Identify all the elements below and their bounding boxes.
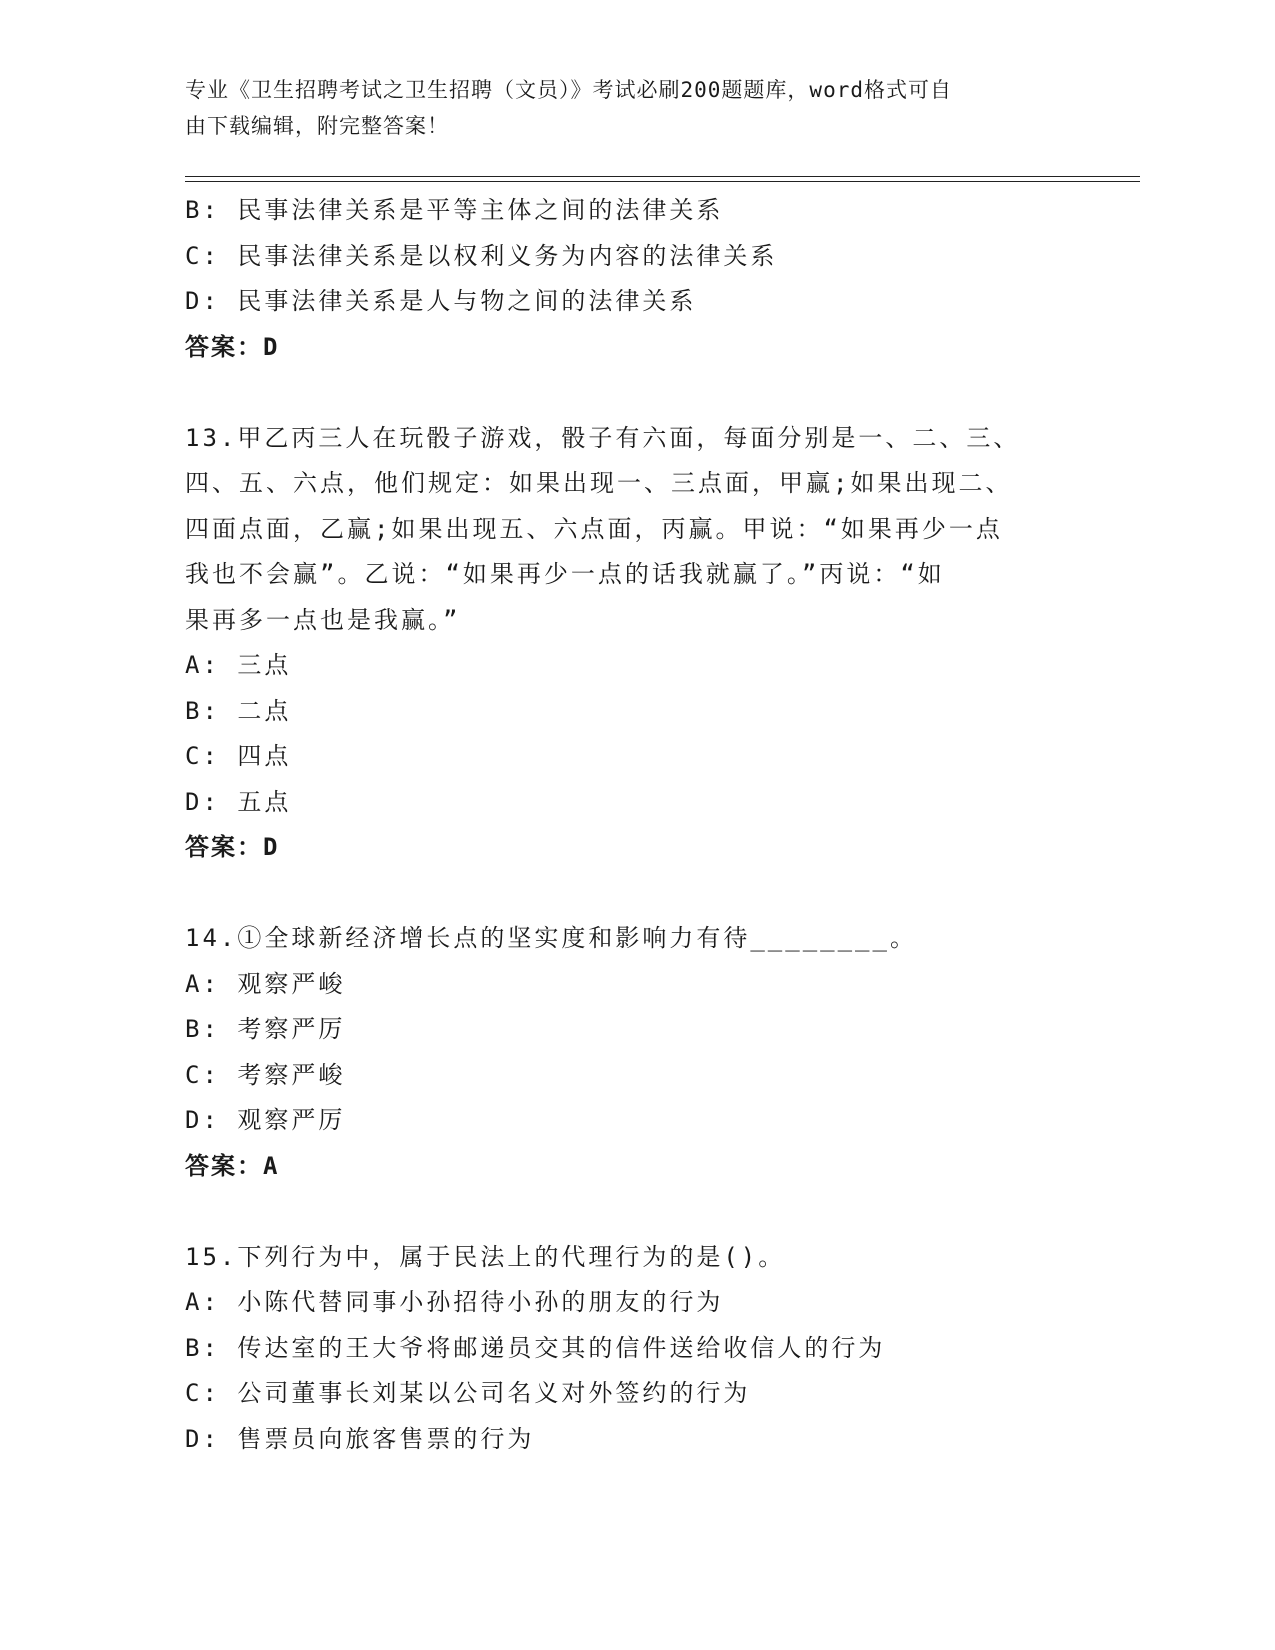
q13-option-d: D: 五点 [185, 787, 292, 816]
q13-option-a: A: 三点 [185, 651, 292, 679]
q14-answer: 答案：A [185, 1151, 280, 1180]
spacer [185, 871, 1085, 917]
q13-option-b: B: 二点 [185, 696, 292, 725]
q13-stem-line-4: 我也不会赢”。乙说：“如果再少一点的话我就赢了。”丙说：“如 [185, 560, 945, 588]
question-14-block [185, 916, 1085, 1189]
q14-option-a: A: 观察严峻 [185, 969, 346, 998]
q13-stem-line-5: 果再多一点也是我赢。” [185, 605, 461, 634]
q14-option-c: C: 考察严峻 [185, 1060, 346, 1089]
q13-stem-line-2: 四、五、六点，他们规定：如果出现一、三点面，甲赢;如果出现二、 [185, 469, 1013, 497]
q12-option-b: B: 民事法律关系是平等主体之间的法律关系 [185, 196, 724, 224]
q15-option-a: A: 小陈代替同事小孙招待小孙的朋友的行为 [185, 1288, 724, 1316]
question-12-block [185, 188, 1085, 370]
document-header [185, 72, 1065, 144]
question-15-block [185, 1235, 1085, 1463]
header-divider-top [185, 176, 1140, 177]
q15-option-d: D: 售票员向旅客售票的行为 [185, 1424, 535, 1453]
header-divider-bottom [185, 181, 1140, 182]
q14-stem: 14.①全球新经济增长点的坚实度和影响力有待________。 [185, 924, 917, 952]
q12-option-d: D: 民事法律关系是人与物之间的法律关系 [185, 287, 697, 315]
q14-option-b: B: 考察严厉 [185, 1015, 346, 1043]
q15-option-b: B: 传达室的王大爷将邮递员交其的信件送给收信人的行为 [185, 1333, 886, 1362]
question-13-block [185, 416, 1085, 871]
q15-option-c: C: 公司董事长刘某以公司名义对外签约的行为 [185, 1379, 751, 1407]
q13-option-c: C: 四点 [185, 742, 292, 770]
q13-answer: 答案：D [185, 833, 280, 861]
spacer [185, 370, 1085, 416]
q13-stem-line-3: 四面点面，乙赢;如果出现五、六点面，丙赢。甲说：“如果再少一点 [185, 514, 1003, 543]
spacer [185, 1189, 1085, 1235]
question-content [185, 188, 1085, 1462]
q15-stem: 15.下列行为中，属于民法上的代理行为的是()。 [185, 1242, 786, 1271]
q12-answer: 答案：D [185, 332, 280, 361]
header-line-2: 由下载编辑，附完整答案！ [185, 114, 449, 138]
q12-option-c: C: 民事法律关系是以权利义务为内容的法律关系 [185, 241, 778, 270]
q13-stem-line-1: 13.甲乙丙三人在玩骰子游戏，骰子有六面，每面分别是一、二、三、 [185, 423, 1021, 452]
header-line-1: 专业《卫生招聘考试之卫生招聘（文员）》考试必刷200题题库，word格式可自 [185, 78, 952, 102]
q14-option-d: D: 观察严厉 [185, 1106, 346, 1134]
